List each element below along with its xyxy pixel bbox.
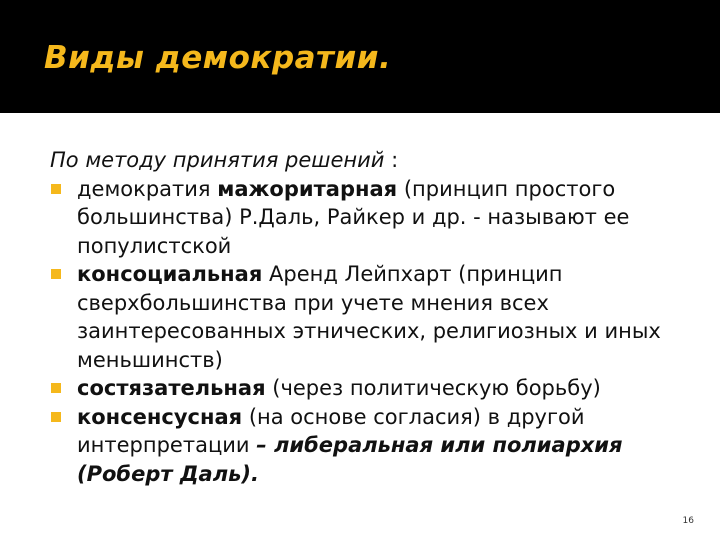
- item-keyword: мажоритарная: [217, 176, 398, 201]
- item-prefix: демократия: [77, 176, 218, 201]
- bullet-list: [50, 175, 690, 489]
- item-text: (через политическую борьбу): [265, 376, 601, 400]
- square-bullet-icon: [51, 184, 61, 194]
- square-bullet-icon: [51, 269, 61, 279]
- title-bar: [0, 0, 720, 113]
- item-emphasis: – либеральная или полиархия (Роберт Даль).: [77, 433, 623, 486]
- square-bullet-icon: [51, 412, 61, 422]
- item-keyword: состязательная: [77, 376, 266, 400]
- list-item: [50, 175, 690, 261]
- item-keyword: консенсусная: [77, 404, 243, 429]
- item-text: Аренд Лейпхарт (принцип сверхбольшинства при учете мнения всех заинтересованных этнических, религиозных и иных меньшинств): [77, 262, 661, 372]
- list-item: [50, 403, 690, 489]
- item-text: (принцип простого большинства) Р.Даль, Райкер и др. - называют ее популистской: [77, 176, 630, 258]
- section-heading-suffix: :: [384, 148, 399, 172]
- slide-title: Виды демократии.: [44, 40, 392, 76]
- slide-content: [50, 146, 690, 488]
- section-heading-text: По методу принятия решений: [50, 148, 385, 172]
- item-text: (на основе согласия) в другой интерпретации: [77, 404, 585, 457]
- page-number: 16: [682, 516, 694, 526]
- section-heading: [50, 146, 690, 175]
- item-keyword: консоциальная: [77, 262, 263, 286]
- square-bullet-icon: [51, 383, 61, 393]
- list-item: [50, 374, 690, 403]
- list-item: [50, 260, 690, 374]
